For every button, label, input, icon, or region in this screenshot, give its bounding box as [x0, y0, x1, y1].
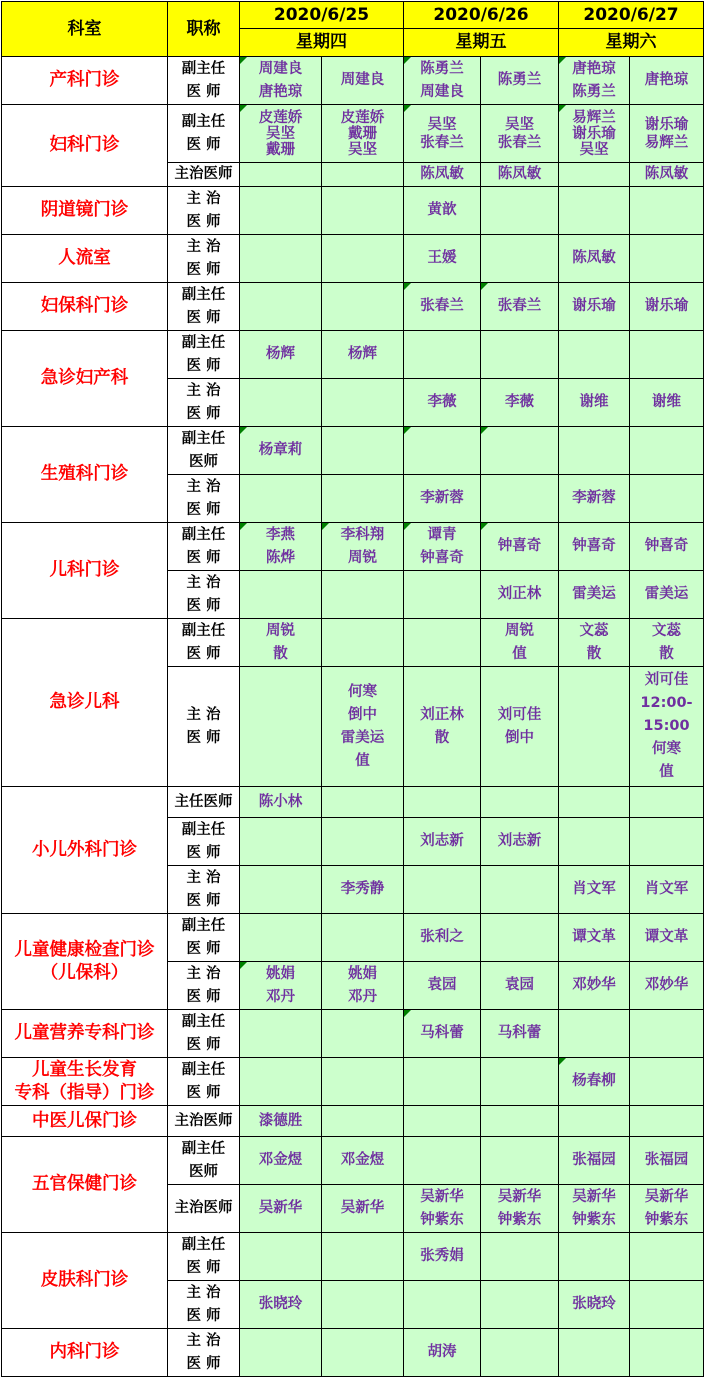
- schedule-cell: 周建良 唐艳琼: [240, 57, 322, 105]
- schedule-cell: 钟喜奇: [630, 523, 704, 571]
- table-row: [2, 619, 704, 667]
- doctor-title: 副主任 医师: [168, 427, 240, 475]
- schedule-cell: 马科蕾: [404, 1010, 481, 1058]
- schedule-cell: 吴坚 张春兰: [404, 105, 481, 163]
- schedule-cell: 张福园: [559, 1137, 630, 1185]
- schedule-cell: 吴新华 钟紫东: [481, 1185, 559, 1233]
- schedule-cell: 邓妙华: [559, 962, 630, 1010]
- schedule-cell: [240, 1010, 322, 1058]
- schedule-cell: [240, 379, 322, 427]
- schedule-cell: [630, 1281, 704, 1329]
- schedule-cell: 张利之: [404, 914, 481, 962]
- schedule-cell: 袁园: [404, 962, 481, 1010]
- doctor-title: 主 治 医 师: [168, 866, 240, 914]
- doctor-title: 主 治 医 师: [168, 667, 240, 787]
- schedule-cell: 刘正林: [481, 571, 559, 619]
- schedule-cell: 唐艳琼 陈勇兰: [559, 57, 630, 105]
- schedule-cell: 邓金煜: [240, 1137, 322, 1185]
- schedule-cell: 钟喜奇: [559, 523, 630, 571]
- schedule-cell: 黄歆: [404, 187, 481, 235]
- table-row: [2, 57, 704, 105]
- table-body: [2, 57, 704, 1377]
- department-name: 小儿外科门诊: [2, 787, 168, 914]
- table-row: [2, 283, 704, 331]
- schedule-cell: [559, 818, 630, 866]
- doctor-title: 副主任 医师: [168, 1137, 240, 1185]
- schedule-cell: [481, 1058, 559, 1106]
- table-row: [2, 1233, 704, 1281]
- doctor-title: 副主任 医 师: [168, 1233, 240, 1281]
- schedule-cell: [559, 1329, 630, 1377]
- schedule-cell: 吴新华 钟紫东: [559, 1185, 630, 1233]
- schedule-cell: [481, 427, 559, 475]
- schedule-cell: [559, 1010, 630, 1058]
- schedule-cell: [240, 866, 322, 914]
- schedule-cell: 邓金煜: [322, 1137, 404, 1185]
- dept-column-header: 科室: [2, 2, 168, 57]
- doctor-title: 副主任 医 师: [168, 105, 240, 163]
- department-name: 儿童营养专科门诊: [2, 1010, 168, 1058]
- schedule-cell: 吴新华: [322, 1185, 404, 1233]
- doctor-title: 主治医师: [168, 1106, 240, 1137]
- schedule-cell: 文蕊 散: [630, 619, 704, 667]
- schedule-cell: [630, 235, 704, 283]
- schedule-cell: [481, 1329, 559, 1377]
- schedule-cell: [404, 427, 481, 475]
- schedule-cell: 陈凤敏: [404, 163, 481, 187]
- doctor-title: 副主任 医 师: [168, 283, 240, 331]
- schedule-cell: [404, 1281, 481, 1329]
- doctor-title: 主治医师: [168, 1185, 240, 1233]
- schedule-cell: 谢维: [630, 379, 704, 427]
- schedule-cell: [322, 1058, 404, 1106]
- weekday-header: 星期六: [559, 29, 704, 57]
- schedule-cell: 陈小林: [240, 787, 322, 818]
- schedule-cell: [404, 1058, 481, 1106]
- schedule-cell: 杨辉: [240, 331, 322, 379]
- schedule-cell: [481, 1233, 559, 1281]
- weekday-header: 星期五: [404, 29, 559, 57]
- schedule-cell: 刘正林 散: [404, 667, 481, 787]
- schedule-cell: [404, 866, 481, 914]
- department-name: 皮肤科门诊: [2, 1233, 168, 1329]
- date-header: 2020/6/25: [240, 2, 404, 29]
- doctor-title: 主任医师: [168, 787, 240, 818]
- schedule-cell: 周锐 值: [481, 619, 559, 667]
- schedule-cell: 陈勇兰: [481, 57, 559, 105]
- table-row: [2, 1010, 704, 1058]
- schedule-cell: [630, 187, 704, 235]
- table-row: [2, 187, 704, 235]
- schedule-cell: 周建良: [322, 57, 404, 105]
- schedule-cell: [404, 571, 481, 619]
- schedule-cell: 李新蓉: [559, 475, 630, 523]
- doctor-title: 副主任 医 师: [168, 619, 240, 667]
- schedule-cell: 钟喜奇: [481, 523, 559, 571]
- doctor-title: 主 治 医 师: [168, 379, 240, 427]
- table-row: [2, 1058, 704, 1106]
- schedule-cell: [630, 1233, 704, 1281]
- schedule-cell: 漆德胜: [240, 1106, 322, 1137]
- doctor-title: 主 治 医 师: [168, 235, 240, 283]
- schedule-cell: [630, 1010, 704, 1058]
- schedule-cell: [240, 667, 322, 787]
- schedule-cell: [322, 914, 404, 962]
- table-row: [2, 787, 704, 818]
- doctor-title: 副主任 医 师: [168, 914, 240, 962]
- schedule-cell: [559, 163, 630, 187]
- date-header: 2020/6/26: [404, 2, 559, 29]
- schedule-cell: [481, 914, 559, 962]
- schedule-cell: 胡涛: [404, 1329, 481, 1377]
- schedule-cell: 吴新华 钟紫东: [630, 1185, 704, 1233]
- date-header: 2020/6/27: [559, 2, 704, 29]
- schedule-cell: 李薇: [481, 379, 559, 427]
- doctor-title: 副主任 医 师: [168, 331, 240, 379]
- schedule-cell: 陈凤敏: [630, 163, 704, 187]
- table-row: [2, 235, 704, 283]
- schedule-cell: 李燕 陈烨: [240, 523, 322, 571]
- table-row: [2, 1329, 704, 1377]
- schedule-cell: [559, 427, 630, 475]
- schedule-table: [1, 1, 704, 1377]
- schedule-cell: [559, 1233, 630, 1281]
- schedule-cell: 易辉兰 谢乐瑜 吴坚: [559, 105, 630, 163]
- schedule-cell: 皮莲娇 戴珊 吴坚: [322, 105, 404, 163]
- schedule-cell: [322, 187, 404, 235]
- doctor-title: 主 治 医 师: [168, 187, 240, 235]
- schedule-cell: 马科蕾: [481, 1010, 559, 1058]
- schedule-cell: 李秀静: [322, 866, 404, 914]
- table-row: [2, 523, 704, 571]
- department-name: 内科门诊: [2, 1329, 168, 1377]
- schedule-cell: 谢乐瑜: [559, 283, 630, 331]
- department-name: 急诊妇产科: [2, 331, 168, 427]
- schedule-cell: 肖文军: [559, 866, 630, 914]
- table-row: [2, 914, 704, 962]
- schedule-cell: [322, 235, 404, 283]
- schedule-cell: 谢乐瑜: [630, 283, 704, 331]
- schedule-cell: [240, 818, 322, 866]
- schedule-cell: 何寒 倒中 雷美运 值: [322, 667, 404, 787]
- schedule-cell: [630, 1106, 704, 1137]
- schedule-cell: 张春兰: [481, 283, 559, 331]
- schedule-cell: [240, 475, 322, 523]
- schedule-cell: 谢乐瑜 易辉兰: [630, 105, 704, 163]
- schedule-cell: [481, 1137, 559, 1185]
- schedule-cell: [481, 331, 559, 379]
- schedule-cell: 张秀娟: [404, 1233, 481, 1281]
- table-row: [2, 1137, 704, 1185]
- department-name: 儿科门诊: [2, 523, 168, 619]
- schedule-cell: 刘志新: [404, 818, 481, 866]
- schedule-cell: 周锐 散: [240, 619, 322, 667]
- schedule-cell: [630, 818, 704, 866]
- schedule-cell: [404, 331, 481, 379]
- schedule-cell: [322, 163, 404, 187]
- schedule-cell: 杨春柳: [559, 1058, 630, 1106]
- schedule-cell: 谭青 钟喜奇: [404, 523, 481, 571]
- table-header: [2, 2, 704, 57]
- schedule-cell: [630, 331, 704, 379]
- schedule-cell: 陈凤敏: [559, 235, 630, 283]
- schedule-cell: [630, 1058, 704, 1106]
- schedule-cell: [240, 235, 322, 283]
- doctor-title: 主 治 医 师: [168, 1281, 240, 1329]
- schedule-cell: [322, 571, 404, 619]
- schedule-cell: [630, 1329, 704, 1377]
- schedule-cell: [240, 163, 322, 187]
- schedule-cell: 吴坚 张春兰: [481, 105, 559, 163]
- schedule-cell: [322, 1281, 404, 1329]
- doctor-title: 主治医师: [168, 163, 240, 187]
- schedule-cell: [322, 1329, 404, 1377]
- schedule-cell: 李新蓉: [404, 475, 481, 523]
- department-name: 人流室: [2, 235, 168, 283]
- schedule-cell: 袁园: [481, 962, 559, 1010]
- schedule-cell: [481, 787, 559, 818]
- department-name: 生殖科门诊: [2, 427, 168, 523]
- schedule-cell: [559, 1106, 630, 1137]
- schedule-cell: 姚娟 邓丹: [240, 962, 322, 1010]
- schedule-cell: [559, 787, 630, 818]
- schedule-cell: 张晓玲: [240, 1281, 322, 1329]
- doctor-title: 副主任 医 师: [168, 57, 240, 105]
- schedule-cell: [481, 1106, 559, 1137]
- schedule-cell: [240, 914, 322, 962]
- department-name: 儿童健康检查门诊 （儿保科）: [2, 914, 168, 1010]
- doctor-title: 副主任 医 师: [168, 818, 240, 866]
- schedule-cell: 吴新华: [240, 1185, 322, 1233]
- department-name: 阴道镜门诊: [2, 187, 168, 235]
- schedule-cell: [481, 475, 559, 523]
- schedule-cell: [559, 667, 630, 787]
- schedule-cell: 谭文革: [630, 914, 704, 962]
- schedule-cell: [240, 187, 322, 235]
- schedule-cell: [404, 787, 481, 818]
- schedule-cell: [481, 235, 559, 283]
- schedule-cell: 皮莲娇 吴坚 戴珊: [240, 105, 322, 163]
- schedule-cell: [322, 475, 404, 523]
- doctor-title: 副主任 医 师: [168, 1058, 240, 1106]
- table-row: [2, 427, 704, 475]
- schedule-cell: [322, 818, 404, 866]
- doctor-title: 主 治 医 师: [168, 571, 240, 619]
- table-row: [2, 105, 704, 163]
- schedule-cell: [322, 1106, 404, 1137]
- schedule-cell: 文蕊 散: [559, 619, 630, 667]
- schedule-cell: [322, 619, 404, 667]
- department-name: 产科门诊: [2, 57, 168, 105]
- department-name: 妇保科门诊: [2, 283, 168, 331]
- department-name: 妇科门诊: [2, 105, 168, 187]
- schedule-cell: 刘可佳 12:00- 15:00 何寒 值: [630, 667, 704, 787]
- title-column-header: 职称: [168, 2, 240, 57]
- schedule-cell: 谭文革: [559, 914, 630, 962]
- department-name: 儿童生长发育 专科（指导）门诊: [2, 1058, 168, 1106]
- department-name: 五官保健门诊: [2, 1137, 168, 1233]
- schedule-cell: 邓妙华: [630, 962, 704, 1010]
- schedule-cell: [559, 187, 630, 235]
- schedule-cell: 陈勇兰 周建良: [404, 57, 481, 105]
- table-row: [2, 331, 704, 379]
- schedule-cell: 吴新华 钟紫东: [404, 1185, 481, 1233]
- schedule-cell: 姚娟 邓丹: [322, 962, 404, 1010]
- schedule-cell: 陈凤敏: [481, 163, 559, 187]
- schedule-cell: [240, 1233, 322, 1281]
- weekday-header: 星期四: [240, 29, 404, 57]
- schedule-cell: [240, 571, 322, 619]
- schedule-cell: 肖文军: [630, 866, 704, 914]
- schedule-cell: [404, 619, 481, 667]
- doctor-title: 副主任 医 师: [168, 523, 240, 571]
- schedule-cell: [240, 1329, 322, 1377]
- schedule-cell: [404, 1106, 481, 1137]
- schedule-cell: 谢维: [559, 379, 630, 427]
- doctor-title: 副主任 医 师: [168, 1010, 240, 1058]
- schedule-cell: 张晓玲: [559, 1281, 630, 1329]
- department-name: 中医儿保门诊: [2, 1106, 168, 1137]
- schedule-cell: [630, 427, 704, 475]
- schedule-cell: [322, 1010, 404, 1058]
- schedule-cell: [481, 1281, 559, 1329]
- schedule-cell: 雷美运: [559, 571, 630, 619]
- schedule-cell: [404, 1137, 481, 1185]
- schedule-cell: [322, 427, 404, 475]
- schedule-cell: [630, 475, 704, 523]
- schedule-cell: 刘可佳 倒中: [481, 667, 559, 787]
- doctor-title: 主 治 医 师: [168, 475, 240, 523]
- schedule-cell: 张春兰: [404, 283, 481, 331]
- table-row: [2, 1106, 704, 1137]
- schedule-cell: 王媛: [404, 235, 481, 283]
- schedule-cell: 刘志新: [481, 818, 559, 866]
- schedule-cell: [240, 283, 322, 331]
- schedule-cell: [240, 1058, 322, 1106]
- schedule-cell: 雷美运: [630, 571, 704, 619]
- schedule-cell: [322, 379, 404, 427]
- doctor-title: 主 治 医 师: [168, 1329, 240, 1377]
- schedule-cell: 杨辉: [322, 331, 404, 379]
- schedule-cell: [322, 283, 404, 331]
- schedule-cell: [322, 787, 404, 818]
- schedule-cell: 唐艳琼: [630, 57, 704, 105]
- schedule-cell: 杨章莉: [240, 427, 322, 475]
- schedule-cell: 李薇: [404, 379, 481, 427]
- schedule-cell: [559, 331, 630, 379]
- schedule-cell: [630, 787, 704, 818]
- schedule-cell: [481, 866, 559, 914]
- schedule-cell: 李科翔 周锐: [322, 523, 404, 571]
- department-name: 急诊儿科: [2, 619, 168, 787]
- doctor-title: 主 治 医 师: [168, 962, 240, 1010]
- schedule-cell: 张福园: [630, 1137, 704, 1185]
- schedule-cell: [322, 1233, 404, 1281]
- schedule-cell: [481, 187, 559, 235]
